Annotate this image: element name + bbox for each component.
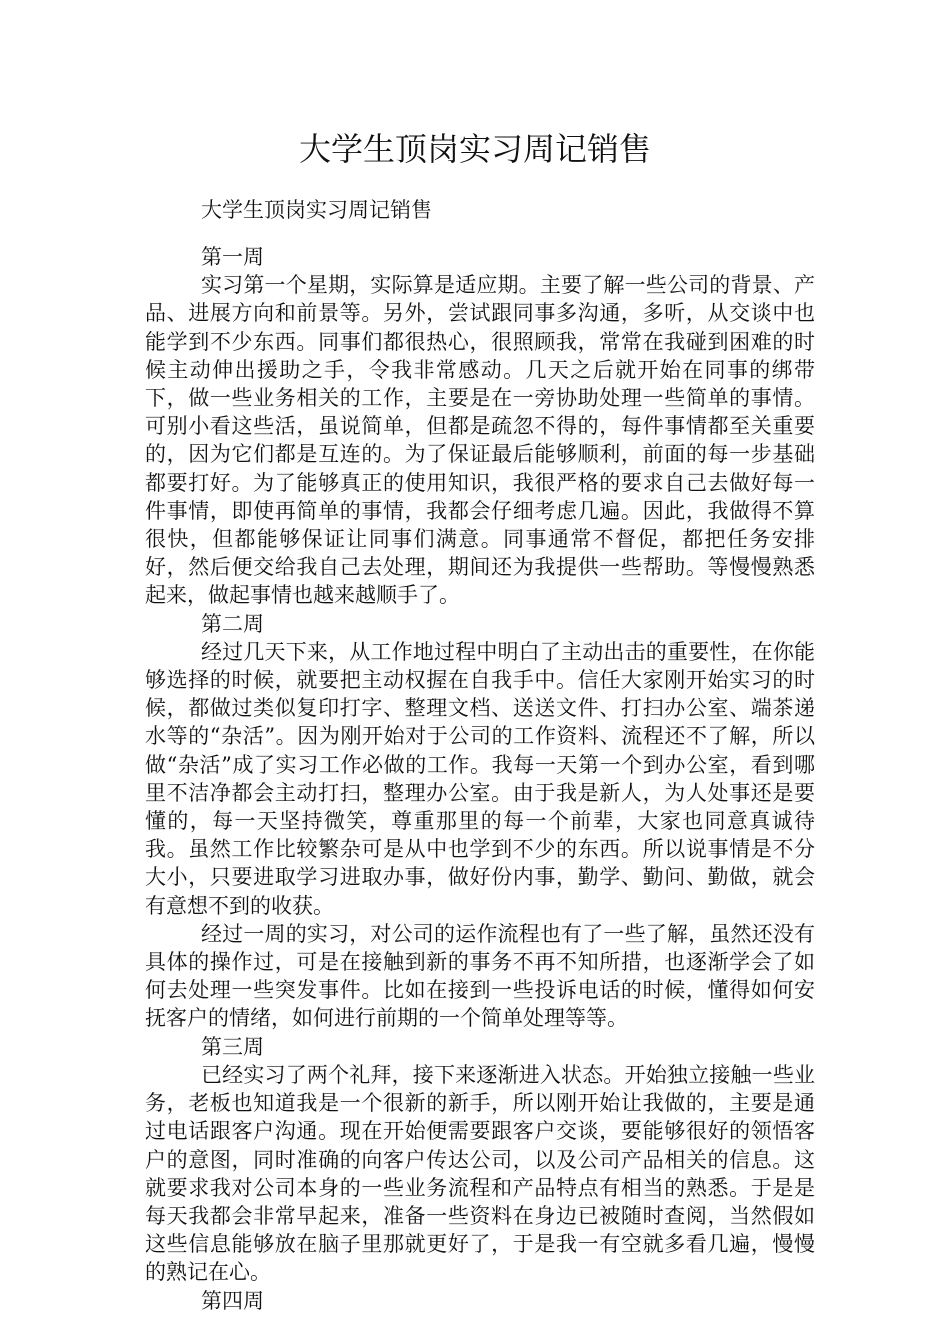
document-body [145,196,815,1315]
document-subtitle: 大学生顶岗实习周记销售 [201,198,432,222]
week-3-heading: 第三周 [201,1034,264,1059]
week-1-heading: 第一周 [201,245,264,269]
document-title: 大学生顶岗实习周记销售 [298,130,651,168]
week-2-paragraph-1: 经过几天下来，从工作地过程中明白了主动出击的重要性，在你能够选择的时候，就要把主动权握在自我手中。信任大家刚开始实习的时候，都做过类似复印打字、整理文档、送送文件、打扫办公室、端茶递水等的“杂活”。因为刚开始对于公司的工作资料、流程还不了解，所以做“杂活”成了实习工作必做的工作。我每一天第一个到办公室，看到哪里不洁净都会主动打扫，整理办公室。由于我是新人，为人处事还是要懂的，每一天坚持微笑，尊重那里的每一个前辈，大家也同意真诚待我。虽然工作比较繁杂可是从中也学到不少的东西。所以说事情是不分大小，只要进取学习进取办事，做好份内事，勤学、勤问、勤做，就会有意想不到的收获。 [145,639,815,918]
week-2-paragraph-2: 经过一周的实习，对公司的运作流程也有了一些了解，虽然还没有具体的操作过，可是在接触到新的事务不再不知所措，也逐渐学会了如何去处理一些突发事件。比如在接到一些投诉电话的时候，懂得如何安抚客户的情绪，如何进行前期的一个简单处理等等。 [145,921,815,1031]
week-2-heading: 第二周 [201,611,264,636]
week-1-paragraph-1: 实习第一个星期，实际算是适应期。主要了解一些公司的背景、产品、进展方向和前景等。另外，尝试跟同事多沟通，多听，从交谈中也能学到不少东西。同事们都很热心，很照顾我，常常在我碰到困难的时候主动伸出援助之手，令我非常感动。几天之后就开始在同事的绑带下，做一些业务相关的工作，主要是在一旁协助处理一些简单的事情。可别小看这些活，虽说简单，但都是疏忽不得的，每件事情都至关重要的，因为它们都是互连的。为了保证最后能够顺利，前面的每一步基础都要打好。为了能够真正的使用知识，我很严格的要求自己去做好每一件事情，即使再简单的事情，我都会仔细考虑几遍。因此，我做得不算很快，但都能够保证让同事们满意。同事通常不督促，都把任务安排好，然后便交给我自己去处理，期间还为我提供一些帮助。等慢慢熟悉起来，做起事情也越来越顺手了。 [145,273,815,608]
week-4-heading: 第四周 [201,1288,264,1313]
week-3-paragraph-1: 已经实习了两个礼拜，接下来逐渐进入状态。开始独立接触一些业务，老板也知道我是一个很新的新手，所以刚开始让我做的，主要是通过电话跟客户沟通。现在开始便需要跟客户交谈，要能够很好的领悟客户的意图，同时准确的向客户传达公司，以及公司产品相关的信息。这就要求我对公司本身的一些业务流程和产品特点有相当的熟悉。于是是每天我都会非常早起来，准备一些资料在身边已被随时查阅，当然假如这些信息能够放在脑子里那就更好了，于是我一有空就多看几遍，慢慢的熟记在心。 [145,1062,815,1285]
